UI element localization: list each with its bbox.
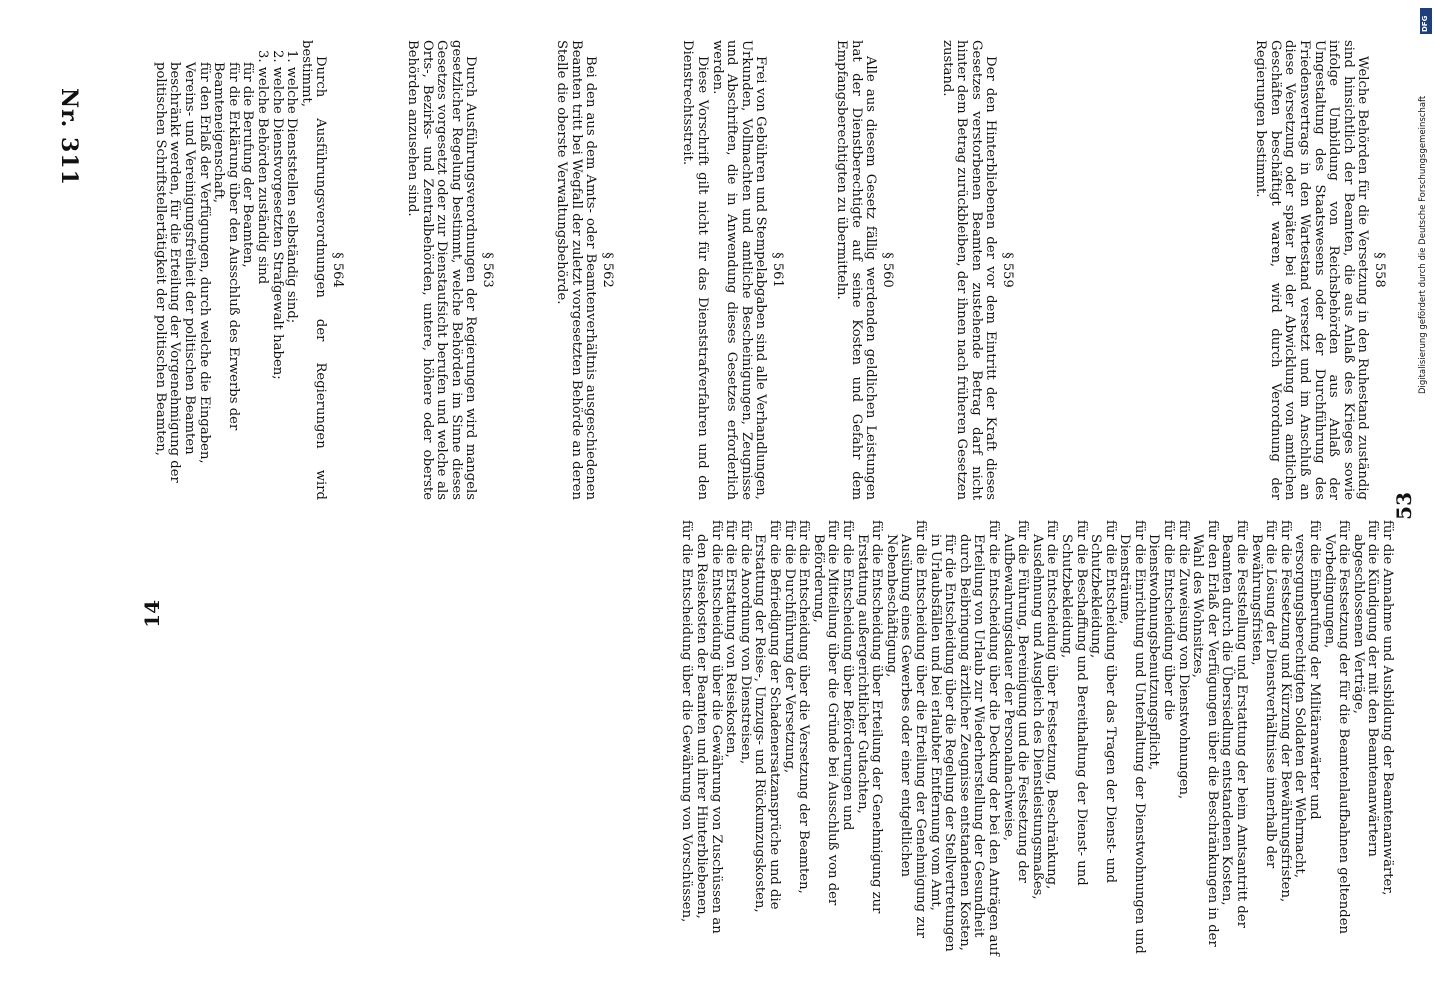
section-558-text: Welche Behörden für die Versetzung in den Ruhestand zuständig sind hinsichtlich der Beamten, die aus Anlaß des Krieges sowie infolge Umbildung von Reichsbehörden aus Anlaß der Umgestaltung des Staatswesens oder der Durchführung des Friedensvertrags in den Wartestand versetzt und im Anschluß an diese Versetzung oder später bei der Abwicklung von amtlichen Geschäften beschäftigt waren, wird durch Verordnung der Regierungen bestimmt. xyxy=(1253,40,1371,500)
section-559-heading: § 559 xyxy=(1000,252,1015,288)
right-page-line: für die Durchführung der Versetzung, xyxy=(781,520,797,774)
section-564 xyxy=(152,40,344,500)
section-564-item-1: 1. welche Dienststellen selbständig sind; xyxy=(284,50,300,324)
right-page-line: für die Entscheidung über Beförderungen und xyxy=(840,520,856,831)
dfg-logo-text: DFG xyxy=(1421,15,1429,32)
section-558-heading: § 558 xyxy=(1372,252,1387,288)
right-page-line: für die Entscheidung über das Tragen der Dienst- und Schutzbekleidung, xyxy=(1088,520,1118,884)
section-564-sub-1: für die Berufung der Beamten, xyxy=(240,62,256,268)
right-page-line: für die Entscheidung über die Dienstwohnungsbenutzungspflicht, xyxy=(1146,520,1177,771)
section-561-text-1: Frei von Gebühren und Stempelabgaben sind alle Verhandlungen, Urkunden, Vollmachten und amtliche Bescheinigungen, Zeugnisse und Abschriften, die in Anwendung dieses Gesetzes erforderlich werden. xyxy=(709,40,769,500)
section-562-heading: § 562 xyxy=(600,252,615,288)
right-page-line: für die Entscheidung über die Deckung der bei den Anträgen auf Erteilung von Urlaub zur Wiederherstellung der Gesundheit durch Beibringung ärztlicher Zeugnisse entstandenen Kosten, für die Entscheidung über die Regelung der Stellvertretungen in Urlaubsfällen und bei erlaubter Entfernung vom Amt, xyxy=(927,520,1001,956)
right-page-line: für den Erlaß der Verfügungen über die Beschränkungen in der Wahl des Wohnsitzes, xyxy=(1190,520,1220,947)
right-page-line: für die Entscheidung über Festsetzung, Beschränkung, Ausdehnung und Ausgleich des Dienstleistungsmaßes, xyxy=(1029,520,1060,900)
credit-text: Digitalisierung gefördert durch die Deutsche Forschungsgemeinschaft xyxy=(1418,95,1428,394)
section-564-item-2: 2. welche Dienstvorgesetzten Strafgewalt haben; xyxy=(269,50,285,380)
section-562-text: Bei den aus dem Amts- oder Beamtenverhältnis ausgeschiedenen Beamten tritt bei Wegfall der zuletzt vorgesetzten Behörde an deren Stelle die oberste Verwaltungsbehörde. xyxy=(554,40,599,500)
section-561 xyxy=(680,40,784,500)
document-number: Nr. 311 xyxy=(56,88,82,186)
right-page-line: für die Einrichtung und Unterhaltung der Dienstwohnungen und Diensträume, xyxy=(1117,520,1147,954)
right-page-line: für die Entscheidung über die Gewährung von Zuschüssen an den Reisekosten der Beamten und ihrer Hinterbliebenen, xyxy=(694,520,724,934)
right-page-line: für die Führung, Bereinigung und die Festsetzung der Aufbewahrungsdauer der Personalnachweise, xyxy=(1000,520,1031,883)
right-page-line: für die Anordnung von Dienstreisen, xyxy=(737,520,753,765)
right-page-number: 14 xyxy=(140,600,164,628)
section-560-text: Alle aus diesem Gesetz fällig werdenden geldlichen Leistungen hat der Dienstberechtigte auf seine Kosten und Gefahr dem Empfangsberechtigten zu übermitteln. xyxy=(834,40,879,500)
section-562 xyxy=(554,40,614,500)
right-page-line: für die Mitteilung über die Gründe bei Ausschluß von der Beförderung, xyxy=(810,520,841,906)
right-page-line: für die Beschaffung und Bereithaltung der Dienst- und Schutzbekleidung, xyxy=(1058,520,1089,886)
section-558 xyxy=(1253,40,1386,500)
right-page-line: für die Kündigung der mit den Beamtenanwärtern abgeschlossenen Verträge, xyxy=(1350,520,1381,857)
section-560 xyxy=(834,40,894,500)
right-page-line: für die Zuweisung von Dienstwohnungen, xyxy=(1175,520,1191,800)
right-page-line: für die Annahme und Ausbildung der Beamtenanwärter, xyxy=(1380,520,1395,896)
right-page-line: für die Entscheidung über die Gewährung von Vorschüssen, xyxy=(679,520,695,923)
left-page-number: 53 xyxy=(1392,492,1416,520)
section-561-text-2: Diese Vorschrift gilt nicht für das Dienststrafverfahren und den Dienstrechtsstreit. xyxy=(680,40,711,500)
right-page-line: für die Entscheidung über Erteilung der Genehmigung zur Erstattung außergerichtlicher Gutachten, xyxy=(854,520,885,914)
right-page-line: für die Lösung der Dienstverhältnisse innerhalb der Bewährungsfristen, xyxy=(1248,520,1279,869)
section-564-heading: § 564 xyxy=(330,252,345,288)
section-564-item-3: 3. welche Behörden zuständig sind xyxy=(255,50,271,285)
section-559-text: Der den Hinterbliebenen der vor dem Eintritt der Kraft dieses Gesetzes verstorbenen Beamten zustehende Betrag darf nicht hinter dem Betrag zurückbleiben, der ihnen nach früheren Gesetzen zustand. xyxy=(939,40,999,500)
section-564-intro: Durch Ausführungsverordnungen der Regierungen wird bestimmt, xyxy=(298,40,329,500)
right-page-line: für die Festsetzung und Kürzung der Bewährungsfristen, xyxy=(1277,520,1293,903)
section-563 xyxy=(404,40,494,500)
section-564-sub-3: für den Erlaß der Verfügungen, durch welche die Eingaben, Vereins- und Vereinigungsfreiheit der politischen Beamten beschränkt werden, für die Erteilung der Vorgenehmigung der politischen Schriftstellertätigkeit der politischen Beamten, xyxy=(152,62,212,483)
right-page-line: für die Entscheidung über die Versetzung der Beamten, xyxy=(796,520,812,894)
section-564-sub-2: für die Erklärung über den Ausschluß des Erwerbs der Beamteneigenschaft, xyxy=(211,62,241,431)
section-563-text: Durch Ausführungsverordnungen der Regierungen wird mangels gesetzlicher Regelung bestimmt, welche Behörden im Sinne dieses Gesetzes vorgesetzt oder zur Dienstaufsicht berufen und welche als Orts-, Bezirks- und Zentralbehörden, untere, höhere oder oberste Behörden anzusehen sind. xyxy=(405,40,479,500)
right-page-line: für die Befriedigung der Schadenersatzansprüche und die Erstattung der Reise-, Umzugs- und Rückumzugskosten, xyxy=(752,520,783,913)
section-563-heading: § 563 xyxy=(480,252,495,288)
section-561-heading: § 561 xyxy=(770,252,785,288)
right-page-line: für die Feststellung und Erstattung der beim Amtsantritt der Beamten durch die Übersiedlung entstandenen Kosten, xyxy=(1219,520,1250,928)
section-559 xyxy=(939,40,1014,500)
right-page-list xyxy=(679,520,1394,960)
right-page-line: für die Entscheidung über die Erteilung der Genehmigung zur Ausübung eines Gewerbes oder einer entgeltlichen Nebenbeschäftigung, xyxy=(883,520,928,939)
right-page-line: für die Festsetzung der für die Beamtenlaufbahnen geltenden Vorbedingungen, xyxy=(1321,520,1352,935)
right-page-line: für die Erstattung von Reisekosten, xyxy=(723,520,739,758)
section-560-heading: § 560 xyxy=(880,252,895,288)
right-page-line: für die Einberufung der Militäranwärter und versorgungsberechtigten Soldaten der Wehrmacht, xyxy=(1292,520,1323,879)
